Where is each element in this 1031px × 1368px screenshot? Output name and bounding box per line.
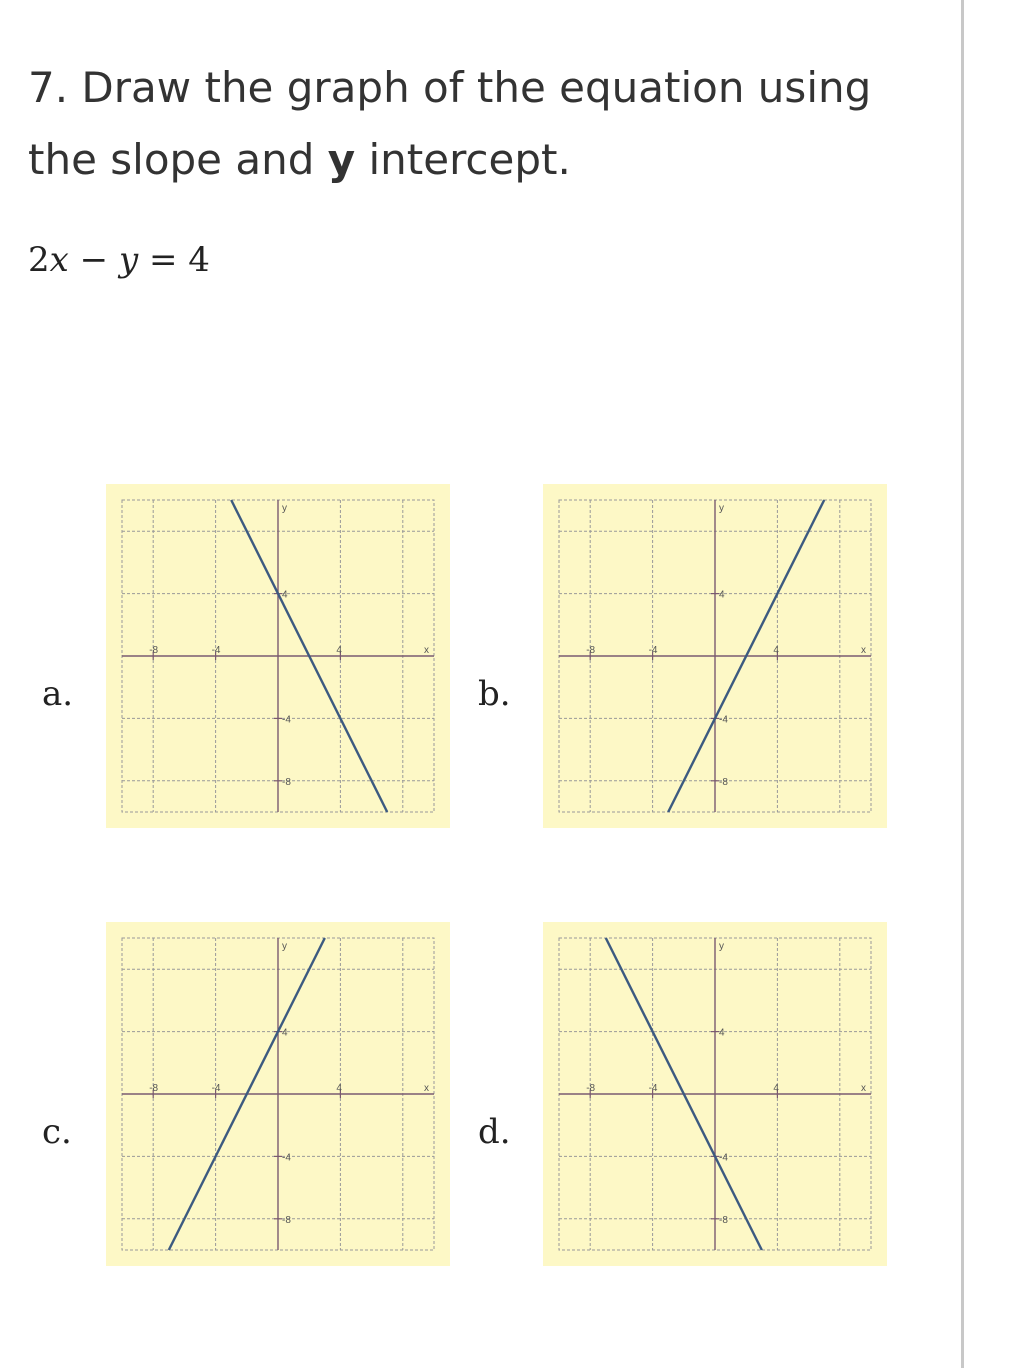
equation-y: y xyxy=(118,240,139,280)
question-line-2 xyxy=(28,124,928,196)
x-tick-label: 4 xyxy=(336,1083,342,1094)
x-tick-label: -8 xyxy=(586,1083,596,1094)
question-text xyxy=(28,52,928,196)
graph-b-svg xyxy=(543,484,887,828)
y-axis-label: y xyxy=(719,941,724,952)
option-b-graph[interactable] xyxy=(543,484,887,828)
y-axis-label: y xyxy=(282,941,287,952)
graph-c-svg xyxy=(106,922,450,1266)
x-axis-label: x xyxy=(861,1083,866,1094)
equation-coefficient: 2 xyxy=(28,240,50,280)
equation-minus: − xyxy=(68,240,119,280)
y-tick-label: -8 xyxy=(282,1214,291,1226)
option-c-label[interactable]: c. xyxy=(42,1112,72,1152)
y-tick-label: -4 xyxy=(282,714,291,726)
x-axis-label: x xyxy=(424,1083,429,1094)
option-b-label[interactable]: b. xyxy=(478,674,511,714)
x-tick-label: -4 xyxy=(648,1083,658,1094)
y-tick-label: -8 xyxy=(719,776,728,788)
y-axis-label: y xyxy=(719,503,724,514)
graph-d-svg xyxy=(543,922,887,1266)
y-tick-label: -4 xyxy=(719,1152,728,1164)
x-tick-label: -8 xyxy=(586,645,596,656)
graph-a-svg xyxy=(106,484,450,828)
option-d-graph[interactable] xyxy=(543,922,887,1266)
y-tick-label: -4 xyxy=(282,1152,291,1164)
y-tick-label: 4 xyxy=(719,1027,725,1039)
y-tick-label: -8 xyxy=(282,776,291,788)
page-right-border xyxy=(961,0,964,1368)
y-tick-label: 4 xyxy=(719,589,725,601)
x-tick-label: -4 xyxy=(211,645,221,656)
y-axis-label: y xyxy=(282,503,287,514)
x-tick-label: -8 xyxy=(149,1083,159,1094)
question-line-2-bold: y xyxy=(327,135,356,184)
equation-x: x xyxy=(49,240,69,280)
y-tick-label: 4 xyxy=(282,589,288,601)
y-tick-label: -8 xyxy=(719,1214,728,1226)
option-c-graph[interactable] xyxy=(106,922,450,1266)
x-tick-label: 4 xyxy=(336,645,342,656)
equation-rest: = 4 xyxy=(138,240,210,280)
question-line-2-start: the slope and xyxy=(28,135,328,184)
question-line-1: 7. Draw the graph of the equation using xyxy=(28,63,872,112)
x-tick-label: 4 xyxy=(773,645,779,656)
option-a-label[interactable]: a. xyxy=(42,674,74,714)
option-d-label[interactable]: d. xyxy=(478,1112,511,1152)
equation xyxy=(28,240,210,280)
x-tick-label: -4 xyxy=(211,1083,221,1094)
x-tick-label: -4 xyxy=(648,645,658,656)
y-tick-label: -4 xyxy=(719,714,728,726)
x-tick-label: -8 xyxy=(149,645,159,656)
y-tick-label: 4 xyxy=(282,1027,288,1039)
x-axis-label: x xyxy=(861,645,866,656)
question-line-2-end: intercept. xyxy=(355,135,571,184)
x-tick-label: 4 xyxy=(773,1083,779,1094)
x-axis-label: x xyxy=(424,645,429,656)
option-a-graph[interactable] xyxy=(106,484,450,828)
